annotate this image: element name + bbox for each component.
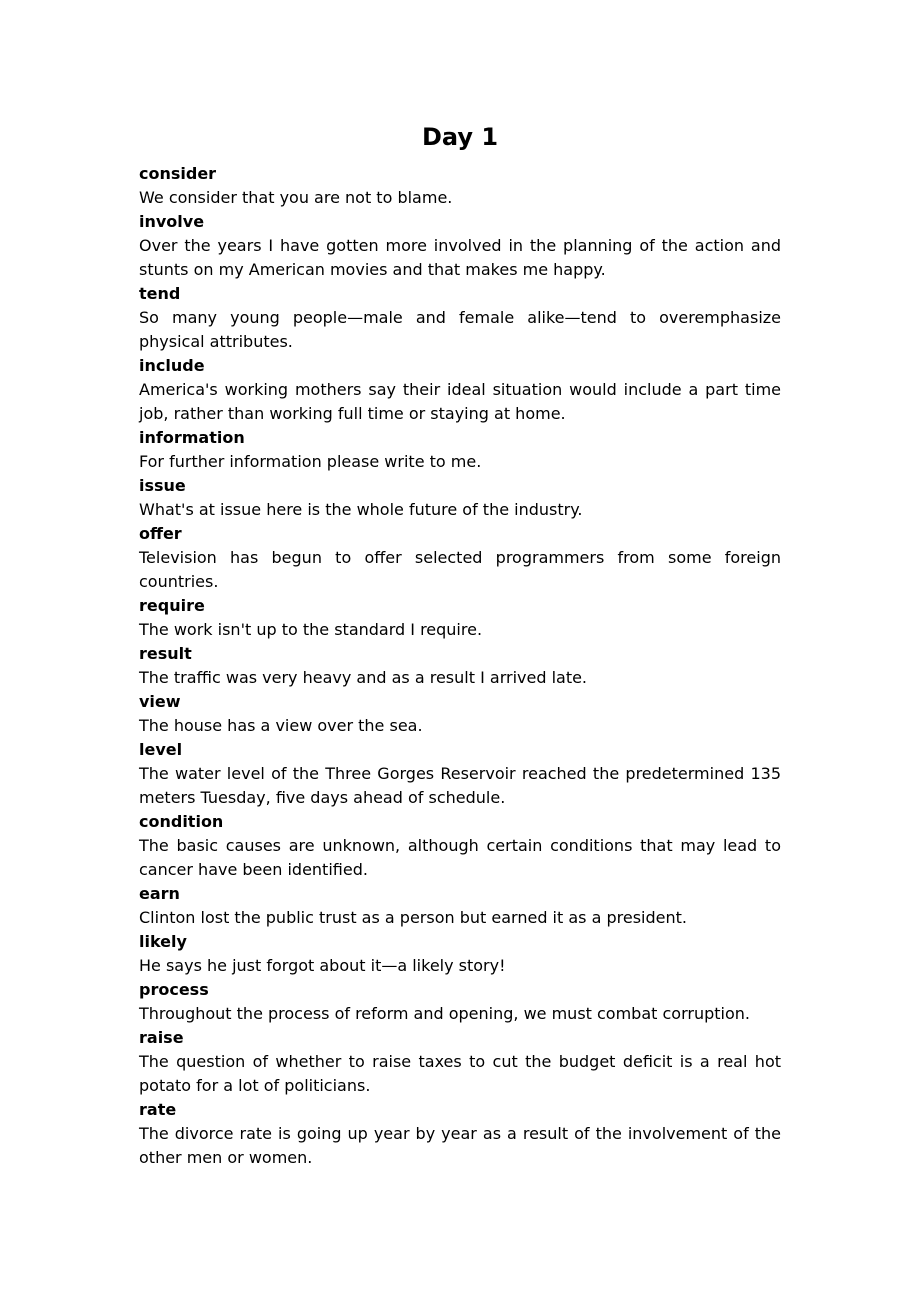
vocab-entry xyxy=(139,474,781,522)
vocab-word: raise xyxy=(139,1028,184,1047)
vocab-word: offer xyxy=(139,524,182,543)
vocab-entry xyxy=(139,522,781,594)
example-sentence: The water level of the Three Gorges Reservoir reached the predetermined 135 meters Tuesday, five days ahead of schedule. xyxy=(139,764,781,807)
example-sentence: America's working mothers say their ideal situation would include a part time job, rather than working full time or staying at home. xyxy=(139,380,781,423)
example-sentence: The house has a view over the sea. xyxy=(139,716,423,735)
example-sentence: We consider that you are not to blame. xyxy=(139,188,453,207)
example-sentence: The question of whether to raise taxes to cut the budget deficit is a real hot potato for a lot of politicians. xyxy=(139,1052,781,1095)
vocab-word: involve xyxy=(139,212,205,231)
example-sentence: The divorce rate is going up year by year as a result of the involvement of the other men or women. xyxy=(139,1124,781,1167)
example-sentence: What's at issue here is the whole future of the industry. xyxy=(139,500,583,519)
vocab-word: process xyxy=(139,980,209,999)
vocab-entry xyxy=(139,882,781,930)
vocab-word: consider xyxy=(139,164,217,183)
vocab-word: tend xyxy=(139,284,181,303)
example-sentence: The basic causes are unknown, although certain conditions that may lead to cancer have been identified. xyxy=(139,836,781,879)
vocab-entry xyxy=(139,210,781,282)
vocab-entry xyxy=(139,738,781,810)
vocab-word: earn xyxy=(139,884,180,903)
example-sentence: The work isn't up to the standard I require. xyxy=(139,620,483,639)
vocab-word: view xyxy=(139,692,181,711)
example-sentence: Television has begun to offer selected programmers from some foreign countries. xyxy=(139,548,781,591)
example-sentence: Throughout the process of reform and opening, we must combat corruption. xyxy=(139,1004,750,1023)
vocab-word: issue xyxy=(139,476,186,495)
vocab-word: require xyxy=(139,596,205,615)
vocab-entry xyxy=(139,1098,781,1170)
page-title: Day 1 xyxy=(421,123,499,151)
vocab-entry xyxy=(139,594,781,642)
vocab-entry xyxy=(139,1026,781,1098)
document-page xyxy=(139,118,781,1170)
vocab-word: result xyxy=(139,644,192,663)
example-sentence: Clinton lost the public trust as a person but earned it as a president. xyxy=(139,908,687,927)
vocab-entry xyxy=(139,354,781,426)
vocab-word: rate xyxy=(139,1100,177,1119)
vocab-word: include xyxy=(139,356,205,375)
vocab-word: likely xyxy=(139,932,187,951)
vocab-entry xyxy=(139,282,781,354)
vocab-entry xyxy=(139,978,781,1026)
vocab-word: level xyxy=(139,740,183,759)
vocab-entry xyxy=(139,930,781,978)
vocab-word: information xyxy=(139,428,245,447)
example-sentence: The traffic was very heavy and as a result I arrived late. xyxy=(139,668,588,687)
example-sentence: For further information please write to me. xyxy=(139,452,482,471)
vocab-entry xyxy=(139,810,781,882)
example-sentence: So many young people—male and female alike—tend to overemphasize physical attributes. xyxy=(139,308,781,351)
vocab-word: condition xyxy=(139,812,224,831)
vocab-entry xyxy=(139,426,781,474)
vocab-entry xyxy=(139,162,781,210)
vocab-entry xyxy=(139,690,781,738)
vocab-entry xyxy=(139,642,781,690)
example-sentence: He says he just forgot about it—a likely story! xyxy=(139,956,506,975)
example-sentence: Over the years I have gotten more involved in the planning of the action and stunts on my American movies and that makes me happy. xyxy=(139,236,781,279)
